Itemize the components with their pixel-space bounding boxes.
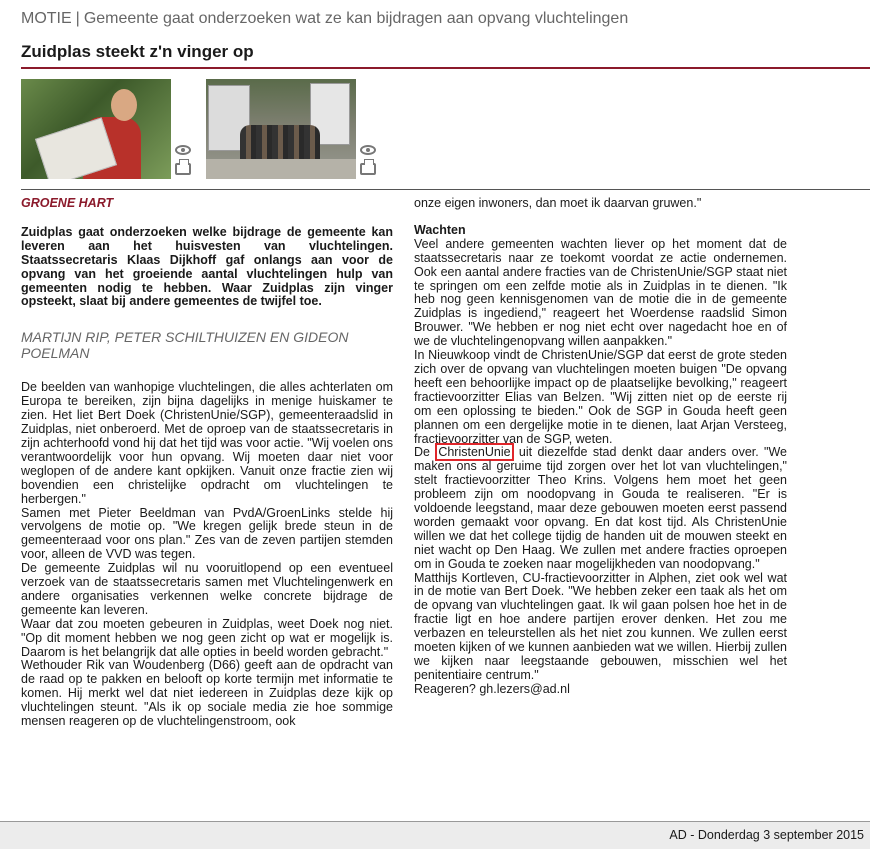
paragraph: Samen met Pieter Beeldman van PvdA/GroenLinks stelde hij vervolgens de motie op. "We kregen gelijk brede steun in de gemeenteraad voor ons plan." Zes van de zeven partijen stemden voor, alleen de VVD was tegen. bbox=[21, 505, 393, 562]
footer-dash: - bbox=[690, 828, 695, 842]
photo2-icons bbox=[360, 145, 378, 175]
article-column-left bbox=[21, 197, 393, 729]
kicker-label: MOTIE bbox=[21, 10, 72, 27]
eye-icon[interactable] bbox=[175, 145, 191, 155]
highlight-pre: De bbox=[414, 445, 436, 460]
paragraph: In Nieuwkoop vindt de ChristenUnie/SGP dat eerst de grote steden zich over de opvang van vluchtelingen moeten buigen "De opvang heeft een behoorlijke impact op de plaatselijke bevolking," reageert fractievoorzitter Elias van Belzen. "Wij zitten niet op de eerste rij om een oplossing te bieden." Ook de SGP in Gouda heeft geen plannen om een dergelijke motie in te dienen, laat Arjan Versteeg, fractievoorzitter van de SGP, weten. bbox=[414, 348, 787, 446]
photo-man-reading-newspaper[interactable] bbox=[21, 79, 171, 179]
kicker bbox=[21, 10, 628, 28]
paragraph-highlighted bbox=[414, 446, 787, 571]
photo1-icons bbox=[175, 145, 193, 175]
kicker-separator: | bbox=[75, 10, 80, 27]
headline: Zuidplas steekt z'n vinger op bbox=[21, 42, 254, 61]
printer-icon[interactable] bbox=[175, 163, 191, 175]
paragraph: De beelden van wanhopige vluchtelingen, die alles achterlaten om Europa te bereiken, zijn bijna dagelijks in menige huiskamer te zien. Het liet Bert Doek (ChristenUnie/SGP), gemeenteraadslid in Zuidplas, niet onberoerd. Met de oproep van de staatssecretaris in zijn achterhoofd vond hij dat het tijd was voor actie. "Wij voelen ons verantwoordelijk voor hun opvang. Wij moeten daar niet voor weglopen of de andere kant opkijken. Vanuit onze fractie zien wij bovendien een christelijke opdracht om vluchtelingen te herbergen." bbox=[21, 380, 393, 506]
paragraph: Matthijs Kortleven, CU-fractievoorzitter in Alphen, ziet ook wel wat in de motie van Bert Doek. "We hebben zeker een taak als het om de opvang van vluchtelingen gaat. Ik wil gaan polsen hoe het in de fractie ligt en hoe andere partijen erover denken. Het zou me verbazen en teleurstellen als het niet zou kunnen. We zullen eerst moeten kijken of we kunnen aanbieden wat we willen. Hierbij zullen we kijken naar leegstaande gebouwen, misschien wel het penitentiaire centrum." bbox=[414, 570, 787, 682]
printer-icon[interactable] bbox=[360, 163, 376, 175]
article-lead: Zuidplas gaat onderzoeken welke bijdrage de gemeente kan leveren aan het huisvesten van vluchtelingen. Staatssecretaris Klaas Dijkhoff gaf onlangs aan voor de opvang van het groeiende aantal vluchtelingen hulp van gemeenten nodig te hebben. Waar Zuidplas zijn vinger opsteekt, slaat bij andere gemeentes de twijfel toe. bbox=[21, 224, 393, 309]
paragraph: Waar dat zou moeten gebeuren in Zuidplas, weet Doek nog niet. "Op dit moment hebben we nog geen zicht op wat er mogelijk is. Daarom is het belangrijk dat alle opties in beeld worden gebracht." bbox=[21, 616, 393, 659]
article-column-right bbox=[414, 197, 787, 697]
paragraph: De gemeente Zuidplas wil nu vooruitlopend op een eventueel verzoek van de staatssecretaris samen met Vluchtelingenwerk en andere organisaties verkennen welke concrete bijdrage de gemeente kan leveren. bbox=[21, 561, 393, 617]
footer-date: Donderdag 3 september 2015 bbox=[697, 828, 864, 842]
paragraph: onze eigen inwoners, dan moet ik daarvan gruwen." bbox=[414, 196, 702, 210]
article-byline: MARTIJN RIP, PETER SCHILTHUIZEN EN GIDEON POELMAN bbox=[21, 329, 349, 362]
kicker-text: Gemeente gaat onderzoeken wat ze kan bijdragen aan opvang vluchtelingen bbox=[83, 10, 629, 27]
eye-icon[interactable] bbox=[360, 145, 376, 155]
footer bbox=[0, 822, 870, 849]
paragraph: Wethouder Rik van Woudenberg (D66) geeft aan de opdracht van de raad op te pakken en belooft op korte termijn met informatie te komen. Hij merkt wel dat niet iedereen in Zuidplas deze kijk op vluchtelingen steunt. "Als ik op sociale media zie hoe sommige mensen reageren op de vluchtelingenstroom, ook bbox=[21, 658, 393, 729]
highlight-post: uit diezelfde stad denkt daar anders over. "We maken ons al geruime tijd zorgen over het lot van vluchtelingen," stelt fractievoorzitter Theo Krins. Volgens hem moet het geen probleem zijn om noodopvang in Gouda te realiseren. "Er is voldoende leegstand, maar deze gebouwen moeten eerst passend worden gemaakt voor opvang. En dat kost tijd. Als ChristenUnie willen we dat het college tijdig de handen uit de mouwen steekt en niet wacht op Den Haag. We zullen met andere fracties oproepen om in Gouda te zoeken naar mogelijkheden van noodopvang." bbox=[414, 445, 788, 571]
paragraph: Veel andere gemeenten wachten liever op het moment dat de staatssecretaris naar ze toekomt voordat ze actie ondernemen. Ook een aantal andere fracties van de ChristenUnie/SGP staat niet te springen om een zelfde motie als in Zuidplas in te dienen. "Ik heb nog geen kennisgenomen van de motie die in de gemeente Zuidplas is ingediend," reageert het Woerdense raadslid Simon Brouwer. "We hebben er nog niet echt over nagedacht hoe en of we de vluchtelingenopvang willen aanpakken." bbox=[414, 236, 787, 349]
highlighted-term[interactable]: ChristenUnie bbox=[435, 443, 513, 461]
section-label: GROENE HART bbox=[21, 196, 114, 210]
article-rule bbox=[21, 189, 870, 190]
photo-refugees-buses[interactable] bbox=[206, 79, 356, 179]
headline-rule bbox=[21, 67, 870, 69]
subhead: Wachten bbox=[414, 222, 466, 237]
contact-line: Reageren? gh.lezers@ad.nl bbox=[414, 681, 570, 696]
photo2-road bbox=[206, 159, 356, 179]
footer-source: AD bbox=[669, 828, 687, 842]
photo1-figure-head bbox=[111, 89, 137, 121]
